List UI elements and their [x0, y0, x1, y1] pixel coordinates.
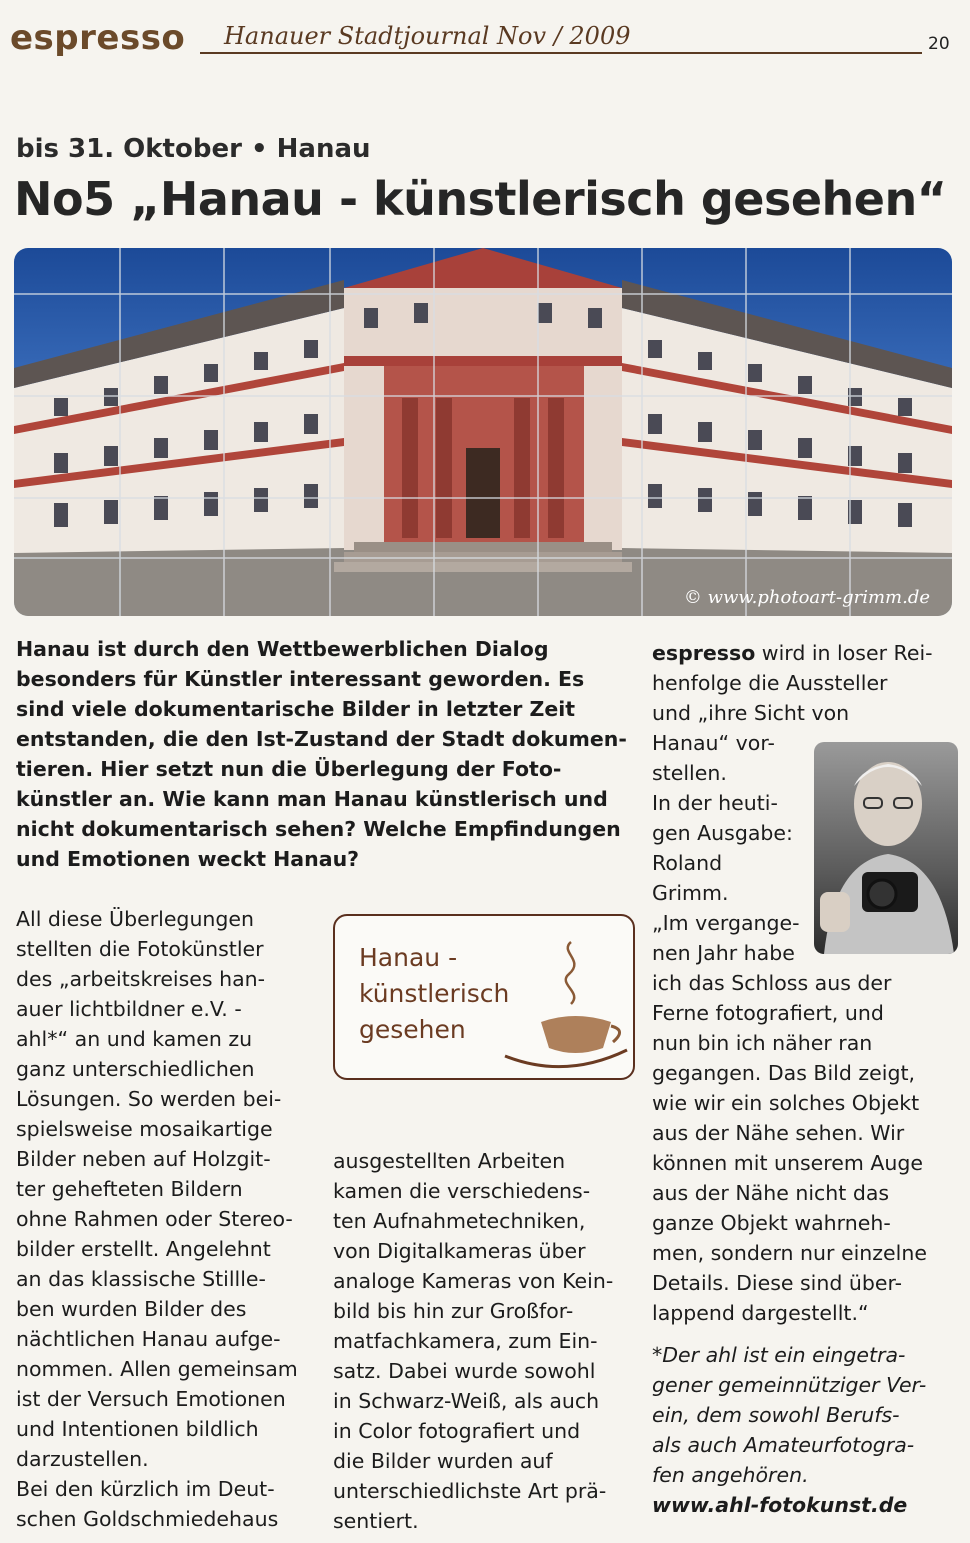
- series-logo-line: künstlerisch: [359, 979, 510, 1008]
- body-line: Details. Diese sind über-: [652, 1271, 903, 1295]
- body-line: [652, 638, 958, 668]
- lead-line: nicht dokumentarisch sehen? Welche Empfindungen: [16, 817, 621, 841]
- body-line: nen Jahr habe: [652, 941, 795, 965]
- lead-line: und Emotionen weckt Hanau?: [16, 847, 360, 871]
- lead-line: besonders für Künstler interessant geworden. Es: [16, 667, 585, 691]
- body-line: auer lichtbildner e.V. -: [16, 997, 242, 1021]
- body-line: stellten die Fotokünstler: [16, 937, 264, 961]
- body-line: aus der Nähe sehen. Wir: [652, 1121, 905, 1145]
- body-line: gegangen. Das Bild zeigt,: [652, 1061, 916, 1085]
- body-line: Bei den kürzlich im Deut-: [16, 1477, 275, 1501]
- body-line: bild bis hin zur Großfor-: [333, 1299, 574, 1323]
- body-line: unterschiedlichste Art prä-: [333, 1479, 607, 1503]
- body-line: nun bin ich näher ran: [652, 1031, 873, 1055]
- body-column-1: [16, 904, 316, 1534]
- castle-mosaic-photo: [14, 248, 952, 616]
- body-line: All diese Überlegungen: [16, 907, 255, 931]
- body-line: ganz unterschiedlichen: [16, 1057, 255, 1081]
- series-logo-text: [359, 940, 509, 1048]
- series-logo-line: gesehen: [359, 1015, 466, 1044]
- body-line: ter gehefteten Bildern: [16, 1177, 243, 1201]
- body-line: Roland: [652, 851, 723, 875]
- body-line: ohne Rahmen oder Stereo-: [16, 1207, 293, 1231]
- lead-line: sind viele dokumentarische Bilder in letzter Zeit: [16, 697, 576, 721]
- footnote-line: fen angehören.: [652, 1463, 809, 1487]
- body-line: analoge Kameras von Kein-: [333, 1269, 614, 1293]
- footnote-line: *Der ahl ist ein eingetra-: [652, 1343, 906, 1367]
- body-line: spielsweise mosaikartige: [16, 1117, 273, 1141]
- body-line: nommen. Allen gemeinsam: [16, 1357, 298, 1381]
- body-line: ahl*“ an und kamen zu: [16, 1027, 253, 1051]
- lead-line: tieren. Hier setzt nun die Überlegung der Foto-: [16, 757, 562, 781]
- body-line: lappend dargestellt.“: [652, 1301, 869, 1325]
- body-line: in Schwarz-Weiß, als auch: [333, 1389, 600, 1413]
- body-line: die Bilder wurden auf: [333, 1449, 553, 1473]
- body-line: schen Goldschmiedehaus: [16, 1507, 279, 1531]
- body-line: Hanau“ vor-: [652, 731, 775, 755]
- center-gable: [344, 248, 622, 288]
- body-line: aus der Nähe nicht das: [652, 1181, 890, 1205]
- headline: No5 „Hanau - künstlerisch gesehen“: [14, 172, 947, 226]
- body-line: In der heuti-: [652, 791, 778, 815]
- body-line: bilder erstellt. Angelehnt: [16, 1237, 271, 1261]
- page-number: 20: [928, 34, 950, 54]
- body-line: und „ihre Sicht von: [652, 701, 850, 725]
- body-line: Ferne fotografiert, und: [652, 1001, 884, 1025]
- body-line: ten Aufnahmetechniken,: [333, 1209, 586, 1233]
- body-line: matfachkamera, zum Ein-: [333, 1329, 598, 1353]
- body-line: kamen die verschiedens-: [333, 1179, 591, 1203]
- coffee-cup-icon: [495, 930, 629, 1076]
- body-line: von Digitalkameras über: [333, 1239, 586, 1263]
- footnote-line: ein, dem sowohl Berufs-: [652, 1403, 900, 1427]
- body-line: men, sondern nur einzelne: [652, 1241, 927, 1265]
- body-line: gen Ausgabe:: [652, 821, 793, 845]
- body-line: darzustellen.: [16, 1447, 149, 1471]
- footnote-line: gener gemeinnütziger Ver-: [652, 1373, 927, 1397]
- footnote-line: als auch Amateurfotogra-: [652, 1433, 915, 1457]
- body-line: sentiert.: [333, 1509, 419, 1533]
- body-line: Bilder neben auf Holzgit-: [16, 1147, 271, 1171]
- photo-credit: © www.photoart-grimm.de: [683, 587, 930, 608]
- lead-paragraph: [16, 634, 636, 874]
- lead-line: künstler an. Wie kann man Hanau künstlerisch und: [16, 787, 608, 811]
- body-line: ich das Schloss aus der: [652, 971, 892, 995]
- series-logo-box: [333, 914, 635, 1080]
- body-line: ist der Versuch Emotionen: [16, 1387, 286, 1411]
- body-line: Grimm.: [652, 881, 729, 905]
- castle-illustration: [14, 248, 952, 616]
- body-line: können mit unserem Auge: [652, 1151, 924, 1175]
- body-line: stellen.: [652, 761, 727, 785]
- body-line: in Color fotografiert und: [333, 1419, 581, 1443]
- body-line: an das klassische Stillle-: [16, 1267, 266, 1291]
- body-line: wie wir ein solches Objekt: [652, 1091, 920, 1115]
- series-logo-line: Hanau -: [359, 943, 458, 972]
- date-line: bis 31. Oktober • Hanau: [16, 134, 371, 164]
- body-line: des „arbeitskreises han-: [16, 967, 266, 991]
- footnote-url[interactable]: www.ahl-fotokunst.de: [652, 1493, 908, 1517]
- body-column-3: [652, 638, 958, 1520]
- lead-line: entstanden, die den Ist-Zustand der Stadt dokumen-: [16, 727, 627, 751]
- journal-title: Hanauer Stadtjournal Nov / 2009: [224, 22, 631, 50]
- body-line: henfolge die Aussteller: [652, 671, 888, 695]
- body-line: ganze Objekt wahrneh-: [652, 1211, 891, 1235]
- body-line: „Im vergange-: [652, 911, 800, 935]
- body-line-rest: wird in loser Rei-: [755, 641, 933, 665]
- body-line: nächtlichen Hanau aufge-: [16, 1327, 281, 1351]
- body-line: und Intentionen bildlich: [16, 1417, 259, 1441]
- body-column-2: [333, 1146, 631, 1536]
- body-line: satz. Dabei wurde sowohl: [333, 1359, 596, 1383]
- body-line: ben wurden Bilder des: [16, 1297, 247, 1321]
- body-line: ausgestellten Arbeiten: [333, 1149, 566, 1173]
- magazine-brand: espresso: [10, 18, 186, 58]
- espresso-inline-brand: espresso: [652, 641, 756, 665]
- header-rule: [200, 52, 922, 54]
- body-line: Lösungen. So werden bei-: [16, 1087, 282, 1111]
- entrance-door: [466, 448, 500, 538]
- lead-line: Hanau ist durch den Wettbewerblichen Dialog: [16, 637, 549, 661]
